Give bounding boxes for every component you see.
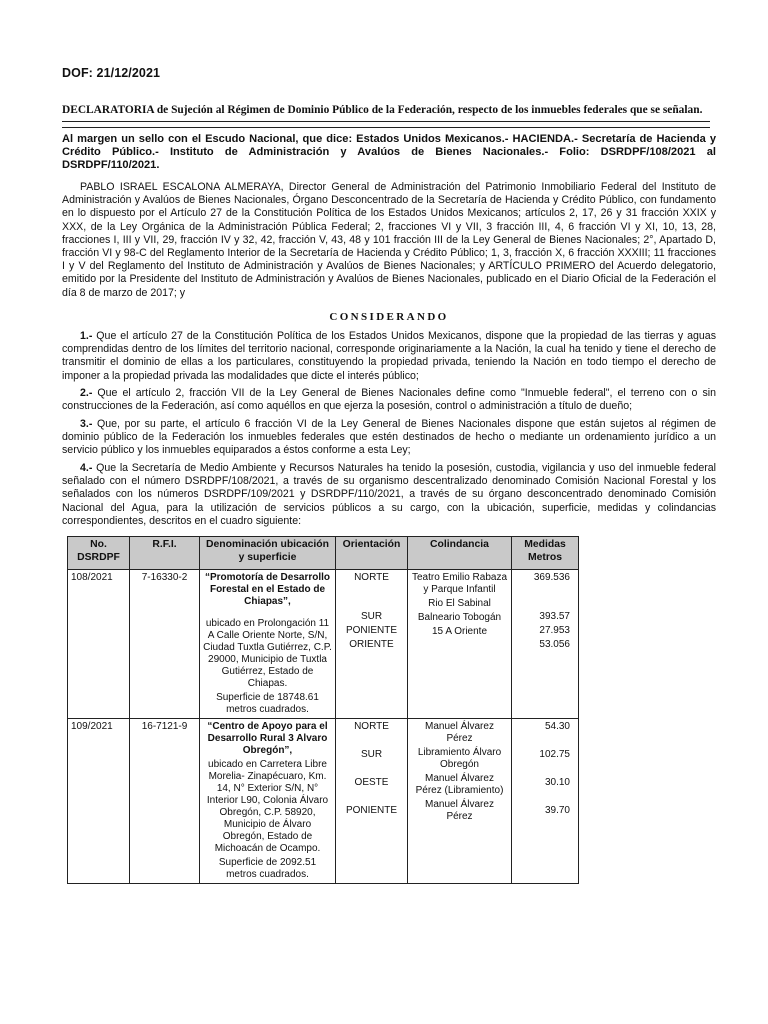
orientation-item: OESTE xyxy=(354,777,389,788)
considerando-paragraph xyxy=(62,387,716,413)
header-rfi: R.F.I. xyxy=(130,537,200,570)
colindancia-item: Manuel Álvarez Pérez xyxy=(425,721,494,744)
considerando-number: 2.- xyxy=(80,387,93,399)
orientation-item: SUR xyxy=(360,611,383,622)
property-table xyxy=(67,536,579,884)
cell-orientacion xyxy=(336,570,408,719)
colindancia-item: Rio El Sabinal xyxy=(428,598,491,609)
cell-rfi: 16-7121-9 xyxy=(130,719,200,884)
considerando-paragraph xyxy=(62,462,716,528)
colindancia-item: Libramiento Álvaro Obregón xyxy=(417,747,502,770)
considerando-number: 4.- xyxy=(80,462,93,474)
medida-item: 369.536 xyxy=(533,572,570,583)
header-medidas: Medidas Metros xyxy=(512,537,579,570)
table-row xyxy=(68,719,579,884)
orientation-item: PONIENTE xyxy=(345,625,398,636)
medida-item: 39.70 xyxy=(544,805,570,816)
seal-margin-note: Al margen un sello con el Escudo Nacional, que dice: Estados Unidos Mexicanos.- HACIENDA.- Secretaría de Hacienda y Crédito Público.- Instituto de Administración y Avalúos de Bienes Nacionales.- Folio: DSRDPF/108/2021 al DSRDPF/110/2021. xyxy=(62,133,716,171)
cell-medidas xyxy=(512,570,579,719)
document-title xyxy=(62,104,708,116)
considerando-text: Que el artículo 27 de la Constitución Política de los Estados Unidos Mexicanos, dispone que la propiedad de las tierras y aguas comprendidas dentro de los límites del territorio nacional, corresponde originariamente a la Nación, la cual ha tenido y tiene el derecho de transmitir el dominio de ellas a los particulares, constituyendo la propiedad privada, teniendo la Nación en todo tiempo el derecho de imponer a la propiedad privada las modalidades que dicte el interés público; xyxy=(62,330,716,382)
medida-item: 30.10 xyxy=(544,777,570,788)
medida-item: 54.30 xyxy=(544,721,570,732)
considerando-number: 3.- xyxy=(80,418,93,430)
considerando-number: 1.- xyxy=(80,330,93,342)
orientation-item: SUR xyxy=(360,749,383,760)
colindancia-item: 15 A Oriente xyxy=(431,626,488,637)
property-name: “Centro de Apoyo para el Desarrollo Rural 3 Alvaro Obregón”, xyxy=(207,721,328,756)
cell-rfi: 7-16330-2 xyxy=(130,570,200,719)
orientation-item: PONIENTE xyxy=(345,805,398,816)
property-surface: Superficie de 18748.61 metros cuadrados. xyxy=(216,692,319,715)
header-orientacion: Orientación xyxy=(336,537,408,570)
table-header-row xyxy=(68,537,579,570)
considerando-text: Que el artículo 2, fracción VII de la Ley General de Bienes Nacionales define como "Inmueble federal", el terreno con o sin construcciones de la Federación, así como aquéllos en que ejerza la posesión, control o administración a título de dueño; xyxy=(62,387,716,413)
table-row xyxy=(68,570,579,719)
colindancia-item: Teatro Emilio Rabaza y Parque Infantil xyxy=(411,572,508,595)
cell-colindancia xyxy=(408,719,512,884)
medida-item: 53.056 xyxy=(539,639,570,650)
intro-paragraph: PABLO ISRAEL ESCALONA ALMERAYA, Director General de Administración del Patrimonio Inmobiliario Federal del Instituto de Administración y Avalúos de Bienes Nacionales, Órgano Desconcentrado de la Secretaría de Hacienda y Crédito Público, con fundamento en lo dispuesto por el Artículo 27 de la Constitución Política de los Estados Unidos Mexicanos; artículos 2, 17, 26 y 31 fracción XXIX y XXX, de la Ley Orgánica de la Administración Pública Federal; 2, fracciones VI y VII, 3 fracción III, 4, 6 fracción VI y XI, 10, 13, 28, fracciones I, III y VII, 29, fracción IV y 32, 42, fracción V, 43, 48 y 101 fracción III de la Ley General de Bienes Nacionales; 2°, Apartado D, fracción VI y 98-C del Reglamento Interior de la Secretaría de Hacienda y Crédito Público; 1, 3, fracción X, 6 fracción XXXIII; 11 fracciones I y V del Reglamento del Instituto de Administración y Avalúos de Bienes Nacionales; y ARTÍCULO PRIMERO del Acuerdo delegatorio, emitido por la Presidente del Instituto de Administración y Avalúos de Bienes Nacionales, publicado en el Diario Oficial de la Federación el día 8 de marzo de 2017; y xyxy=(62,181,716,299)
property-surface: Superficie de 2092.51 metros cuadrados. xyxy=(218,857,317,880)
cell-denominacion xyxy=(200,570,336,719)
medida-item: 393.57 xyxy=(539,611,570,622)
colindancia-item: Manuel Álvarez Pérez (Libramiento) xyxy=(415,773,504,796)
cell-colindancia xyxy=(408,570,512,719)
property-name: “Promotoría de Desarrollo Forestal en el Estado de Chiapas”, xyxy=(204,572,331,607)
considerando-paragraph xyxy=(62,418,716,458)
orientation-item: ORIENTE xyxy=(349,639,394,650)
cell-no: 108/2021 xyxy=(68,570,130,719)
cell-orientacion xyxy=(336,719,408,884)
title-rest: de Sujeción al Régimen de Dominio Público de la Federación, respecto de los inmuebles federales que se señalan. xyxy=(154,104,703,116)
title-rule-bottom xyxy=(62,127,710,128)
title-rule-top xyxy=(62,121,710,122)
considerando-text: Que la Secretaría de Medio Ambiente y Recursos Naturales ha tenido la posesión, custodia, vigilancia y uso del inmueble federal señalado con el número DSRDPF/108/2021, a través de su organismo descentralizado denominado Comisión Nacional Forestal y los señalados con los números DSRDPF/109/2021 y DSRDPF/110/2021, a través de su órgano desconcentrado denominado Comisión Nacional del Agua, para la utilización de servicios públicos a su cargo, con la ubicación, superficie, medidas y colindancias correspondientes, descritos en el cuadro siguiente: xyxy=(62,462,716,527)
header-no: No. DSRDPF xyxy=(68,537,130,570)
property-location: ubicado en Carretera Libre Morelia- Zinapécuaro, Km. 14, N° Exterior S/N, N° Interior L90, Colonia Álvaro Obregón, C.P. 58920, Municipio de Álvaro Obregón, Estado de Michoacán de Ocampo. xyxy=(206,759,329,854)
considerando-text: Que, por su parte, el artículo 6 fracción VI de la Ley General de Bienes Nacionales dispone que están sujetos al régimen de dominio público de la Federación los inmuebles federales que estén destinados de hecho o mediante un ordenamiento jurídico a un servicio público y los inmuebles equiparados a éstos conforme a esta Ley; xyxy=(62,418,716,457)
title-keyword: DECLARATORIA xyxy=(62,104,154,116)
publication-date: DOF: 21/12/2021 xyxy=(62,66,161,80)
orientation-item: NORTE xyxy=(354,572,389,583)
cell-denominacion xyxy=(200,719,336,884)
considerando-paragraph xyxy=(62,330,716,383)
property-location: ubicado en Prolongación 11 A Calle Oriente Norte, S/N, Ciudad Tuxtla Gutiérrez, C.P. 29000, Municipio de Tuxtla Gutiérrez, Estado de Chiapas. xyxy=(203,618,332,689)
header-denominacion: Denominación ubicación y superficie xyxy=(200,537,336,570)
cell-medidas xyxy=(512,719,579,884)
colindancia-item: Manuel Álvarez Pérez xyxy=(425,799,494,822)
orientation-item: NORTE xyxy=(354,721,389,732)
cell-no: 109/2021 xyxy=(68,719,130,884)
medida-item: 27.953 xyxy=(539,625,570,636)
header-colindancia: Colindancia xyxy=(408,537,512,570)
colindancia-item: Balneario Tobogán xyxy=(417,612,502,623)
medida-item: 102.75 xyxy=(539,749,570,760)
considerando-heading: CONSIDERANDO xyxy=(329,311,449,323)
